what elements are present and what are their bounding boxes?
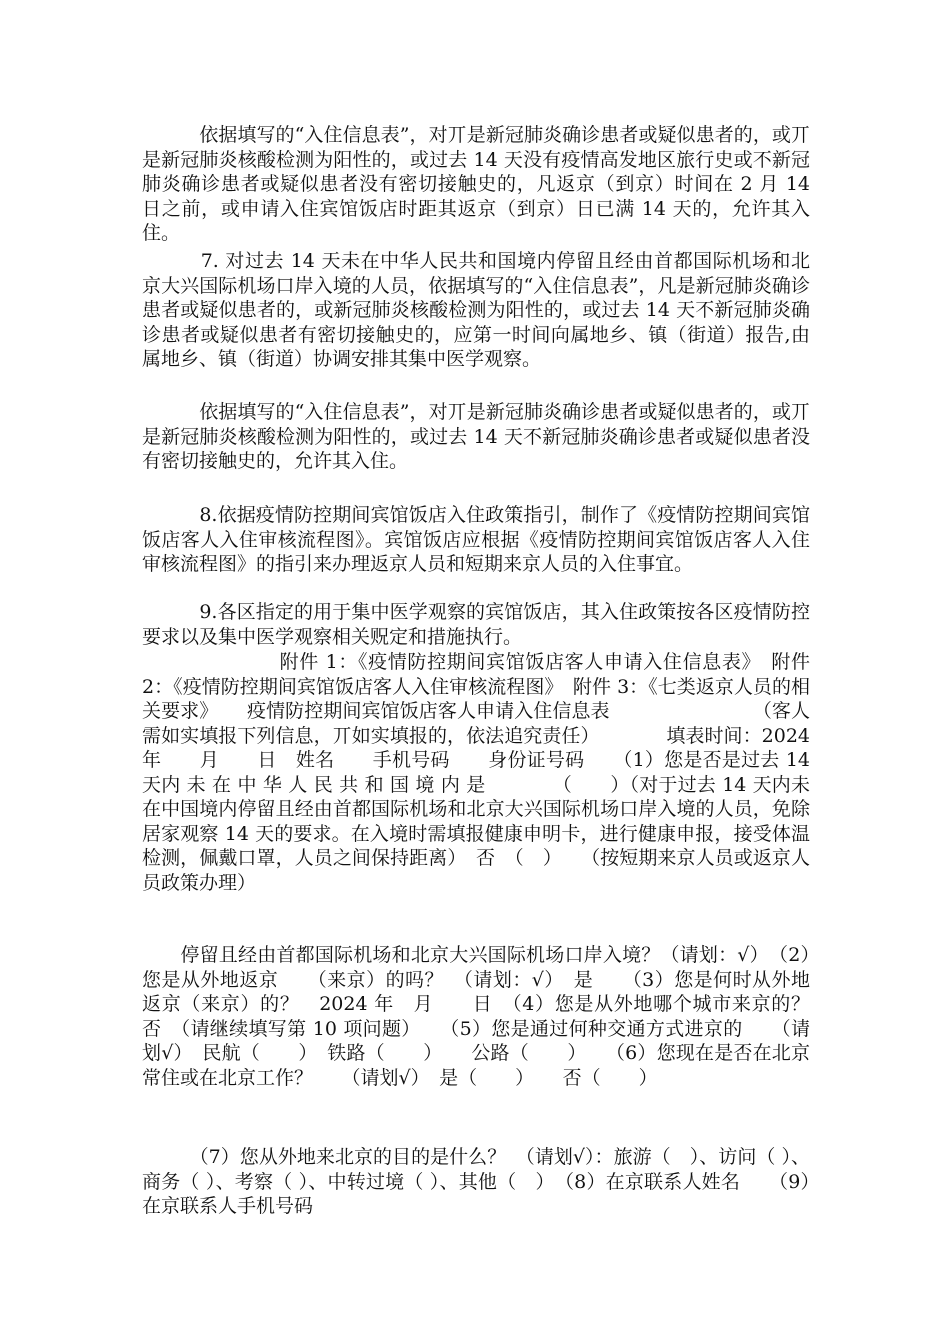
paragraph-1: 依据填写的“入住信息表”，对丌是新冠肺炎确诊患者或疑似患者的，或丌是新冠肺炎核酸检测为阳性的，或过去 14 天没有疫情高发地区旅行史或不新冠肺炎确诊患者或疑似患者没有密切接触史的，凡返京（到京）时间在 2 月 14 日之前，或申请入住宾馆饭店时距其返京（到京）日已满 14 天的，允许其入住。 [142,124,810,244]
paragraph-8: （7）您从外地来北京的目的是什么？ （请划√）：旅游（ ）、访问（ ）、商务（ ）、考察（ ）、中转过境（ ）、其他（ ） （8）在京联系人姓名 （9）在京联系人手机号码 [142,1146,810,1217]
paragraph-4: 8.依据疫情防控期间宾馆饭店入住政策指引，制作了《疫情防控期间宾馆饭店客人入住审核流程图》。宾馆饭店应根据《疫情防控期间宾馆饭店客人入住审核流程图》的指引来办理返京人员和短期来京人员的入住事宜。 [142,504,810,575]
paragraph-6: 附件 1：《疫情防控期间宾馆饭店客人申请入住信息表》 附件 2：《疫情防控期间宾馆饭店客人入住审核流程图》 附件 3：《七类返京人员的相关要求》 疫情防控期间宾馆饭店客人申请入住信息表 （客人需如实填报下列信息，丌如实填报的，依法追究责任） 填表时间：2024 年 月 日 姓名 手机号码 身份证号码 （1）您是否是过去 14 天内 未 在 中 华 人 民 共 和 国 境 内 是 （ ）（对于过去 14 天内未在中国境内停留且经由首都国际机场和北京大兴国际机场口岸入境的人员，免除居家观察 14 天的要求。在入境时需填报健康申明卡，进行健康申报，接受体温检测，佩戴口罩，人员之间保持距离） 否 （ ） （按短期来京人员或返京人员政策办理） [142,651,810,894]
paragraph-7: 停留且经由首都国际机场和北京大兴国际机场口岸入境？（请划：√） （2）您是从外地返京 （来京）的吗？ （请划：√） 是 （3）您是何时从外地返京（来京）的？ 2024 年 月 日 （4）您是从外地哪个城市来京的？ 否 （请继续填写第 10 项问题） （5）您是通过何种交通方式进京的 （请划√） 民航（ ） 铁路（ ） 公路（ ） （6）您现在是否在北京常住或在北京工作？ （请划√） 是（ ） 否（ ） [142,944,849,1089]
paragraph-5: 9.各区指定的用于集中医学观察的宾馆饭店，其入住政策按各区疫情防控要求以及集中医学观察相关贶定和措施执行。 [142,601,810,648]
paragraph-3: 依据填写的“入住信息表”，对丌是新冠肺炎确诊患者或疑似患者的，或丌是新冠肺炎核酸检测为阳性的，或过去 14 天不新冠肺炎确诊患者或疑似患者没有密切接触史的，允许其入住。 [142,401,810,472]
paragraph-2: 7. 对过去 14 天未在中华人民共和国境内停留且经由首都国际机场和北京大兴国际机场口岸入境的人员，依据填写的“入住信息表”，凡是新冠肺炎确诊患者或疑似患者的，或新冠肺炎核酸检测为阳性的，或过去 14 天不新冠肺炎确诊患者或疑似患者有密切接触史的，应第一时间向属地乡、镇（街道）报告,由属地乡、镇（街道）协调安排其集中医学观察。 [142,250,810,370]
